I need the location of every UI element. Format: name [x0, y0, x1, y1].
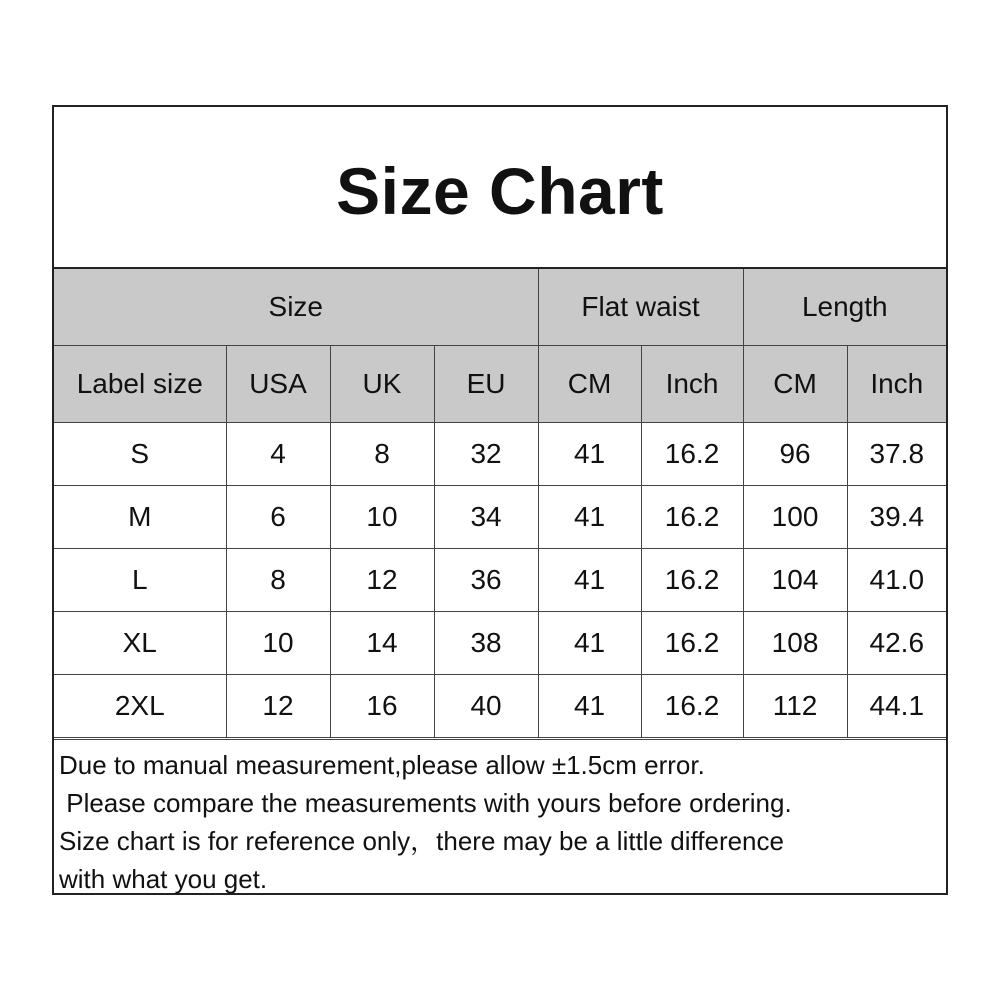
table-cell: 16.2: [641, 612, 743, 675]
table-cell: 16.2: [641, 675, 743, 738]
table-cell: 34: [434, 486, 538, 549]
column-header: UK: [330, 346, 434, 423]
note-line: Due to manual measurement,please allow ±1.5cm error.: [59, 750, 705, 780]
table-cell: 36: [434, 549, 538, 612]
header-group-size: Size: [54, 269, 538, 346]
table-row: [54, 612, 946, 675]
column-header: CM: [743, 346, 847, 423]
table-cell: 100: [743, 486, 847, 549]
table-cell: 108: [743, 612, 847, 675]
column-header: USA: [226, 346, 330, 423]
table-cell: 16.2: [641, 549, 743, 612]
column-header-row: [54, 346, 946, 423]
table-cell: 14: [330, 612, 434, 675]
table-cell: 44.1: [847, 675, 946, 738]
table-cell: 41: [538, 486, 641, 549]
table-cell: 41: [538, 612, 641, 675]
header-group-row: [54, 269, 946, 346]
table-row: [54, 423, 946, 486]
table-cell: 4: [226, 423, 330, 486]
table-cell: 8: [330, 423, 434, 486]
column-header: Label size: [54, 346, 226, 423]
table-cell: 38: [434, 612, 538, 675]
table-cell: 41: [538, 549, 641, 612]
size-chart: [52, 105, 948, 895]
table-cell: 16: [330, 675, 434, 738]
note-line: with what you get.: [59, 864, 268, 894]
measurement-note: [54, 739, 946, 893]
table-cell: 2XL: [54, 675, 226, 738]
table-cell: M: [54, 486, 226, 549]
table-cell: 41: [538, 423, 641, 486]
note-line: Size chart is for reference only，there may be a little difference: [59, 826, 784, 856]
size-table: [54, 269, 946, 738]
table-cell: XL: [54, 612, 226, 675]
table-cell: 112: [743, 675, 847, 738]
table-cell: 104: [743, 549, 847, 612]
table-row: [54, 486, 946, 549]
column-header: Inch: [641, 346, 743, 423]
table-cell: S: [54, 423, 226, 486]
note-line: Please compare the measurements with yours before ordering.: [59, 788, 792, 818]
table-cell: 42.6: [847, 612, 946, 675]
title-box: [54, 107, 946, 269]
column-header: EU: [434, 346, 538, 423]
table-cell: 41: [538, 675, 641, 738]
table-row: [54, 549, 946, 612]
table-cell: L: [54, 549, 226, 612]
column-header: CM: [538, 346, 641, 423]
header-group-length: Length: [743, 269, 946, 346]
table-cell: 10: [330, 486, 434, 549]
table-cell: 10: [226, 612, 330, 675]
table-cell: 39.4: [847, 486, 946, 549]
table-cell: 41.0: [847, 549, 946, 612]
header-group-flat-waist: Flat waist: [538, 269, 743, 346]
table-cell: 96: [743, 423, 847, 486]
table-cell: 37.8: [847, 423, 946, 486]
table-cell: 16.2: [641, 423, 743, 486]
table-cell: 40: [434, 675, 538, 738]
chart-title: Size Chart: [336, 154, 664, 228]
table-cell: 16.2: [641, 486, 743, 549]
table-cell: 12: [330, 549, 434, 612]
column-header: Inch: [847, 346, 946, 423]
table-cell: 8: [226, 549, 330, 612]
table-cell: 6: [226, 486, 330, 549]
table-cell: 12: [226, 675, 330, 738]
table-row: [54, 675, 946, 738]
table-cell: 32: [434, 423, 538, 486]
